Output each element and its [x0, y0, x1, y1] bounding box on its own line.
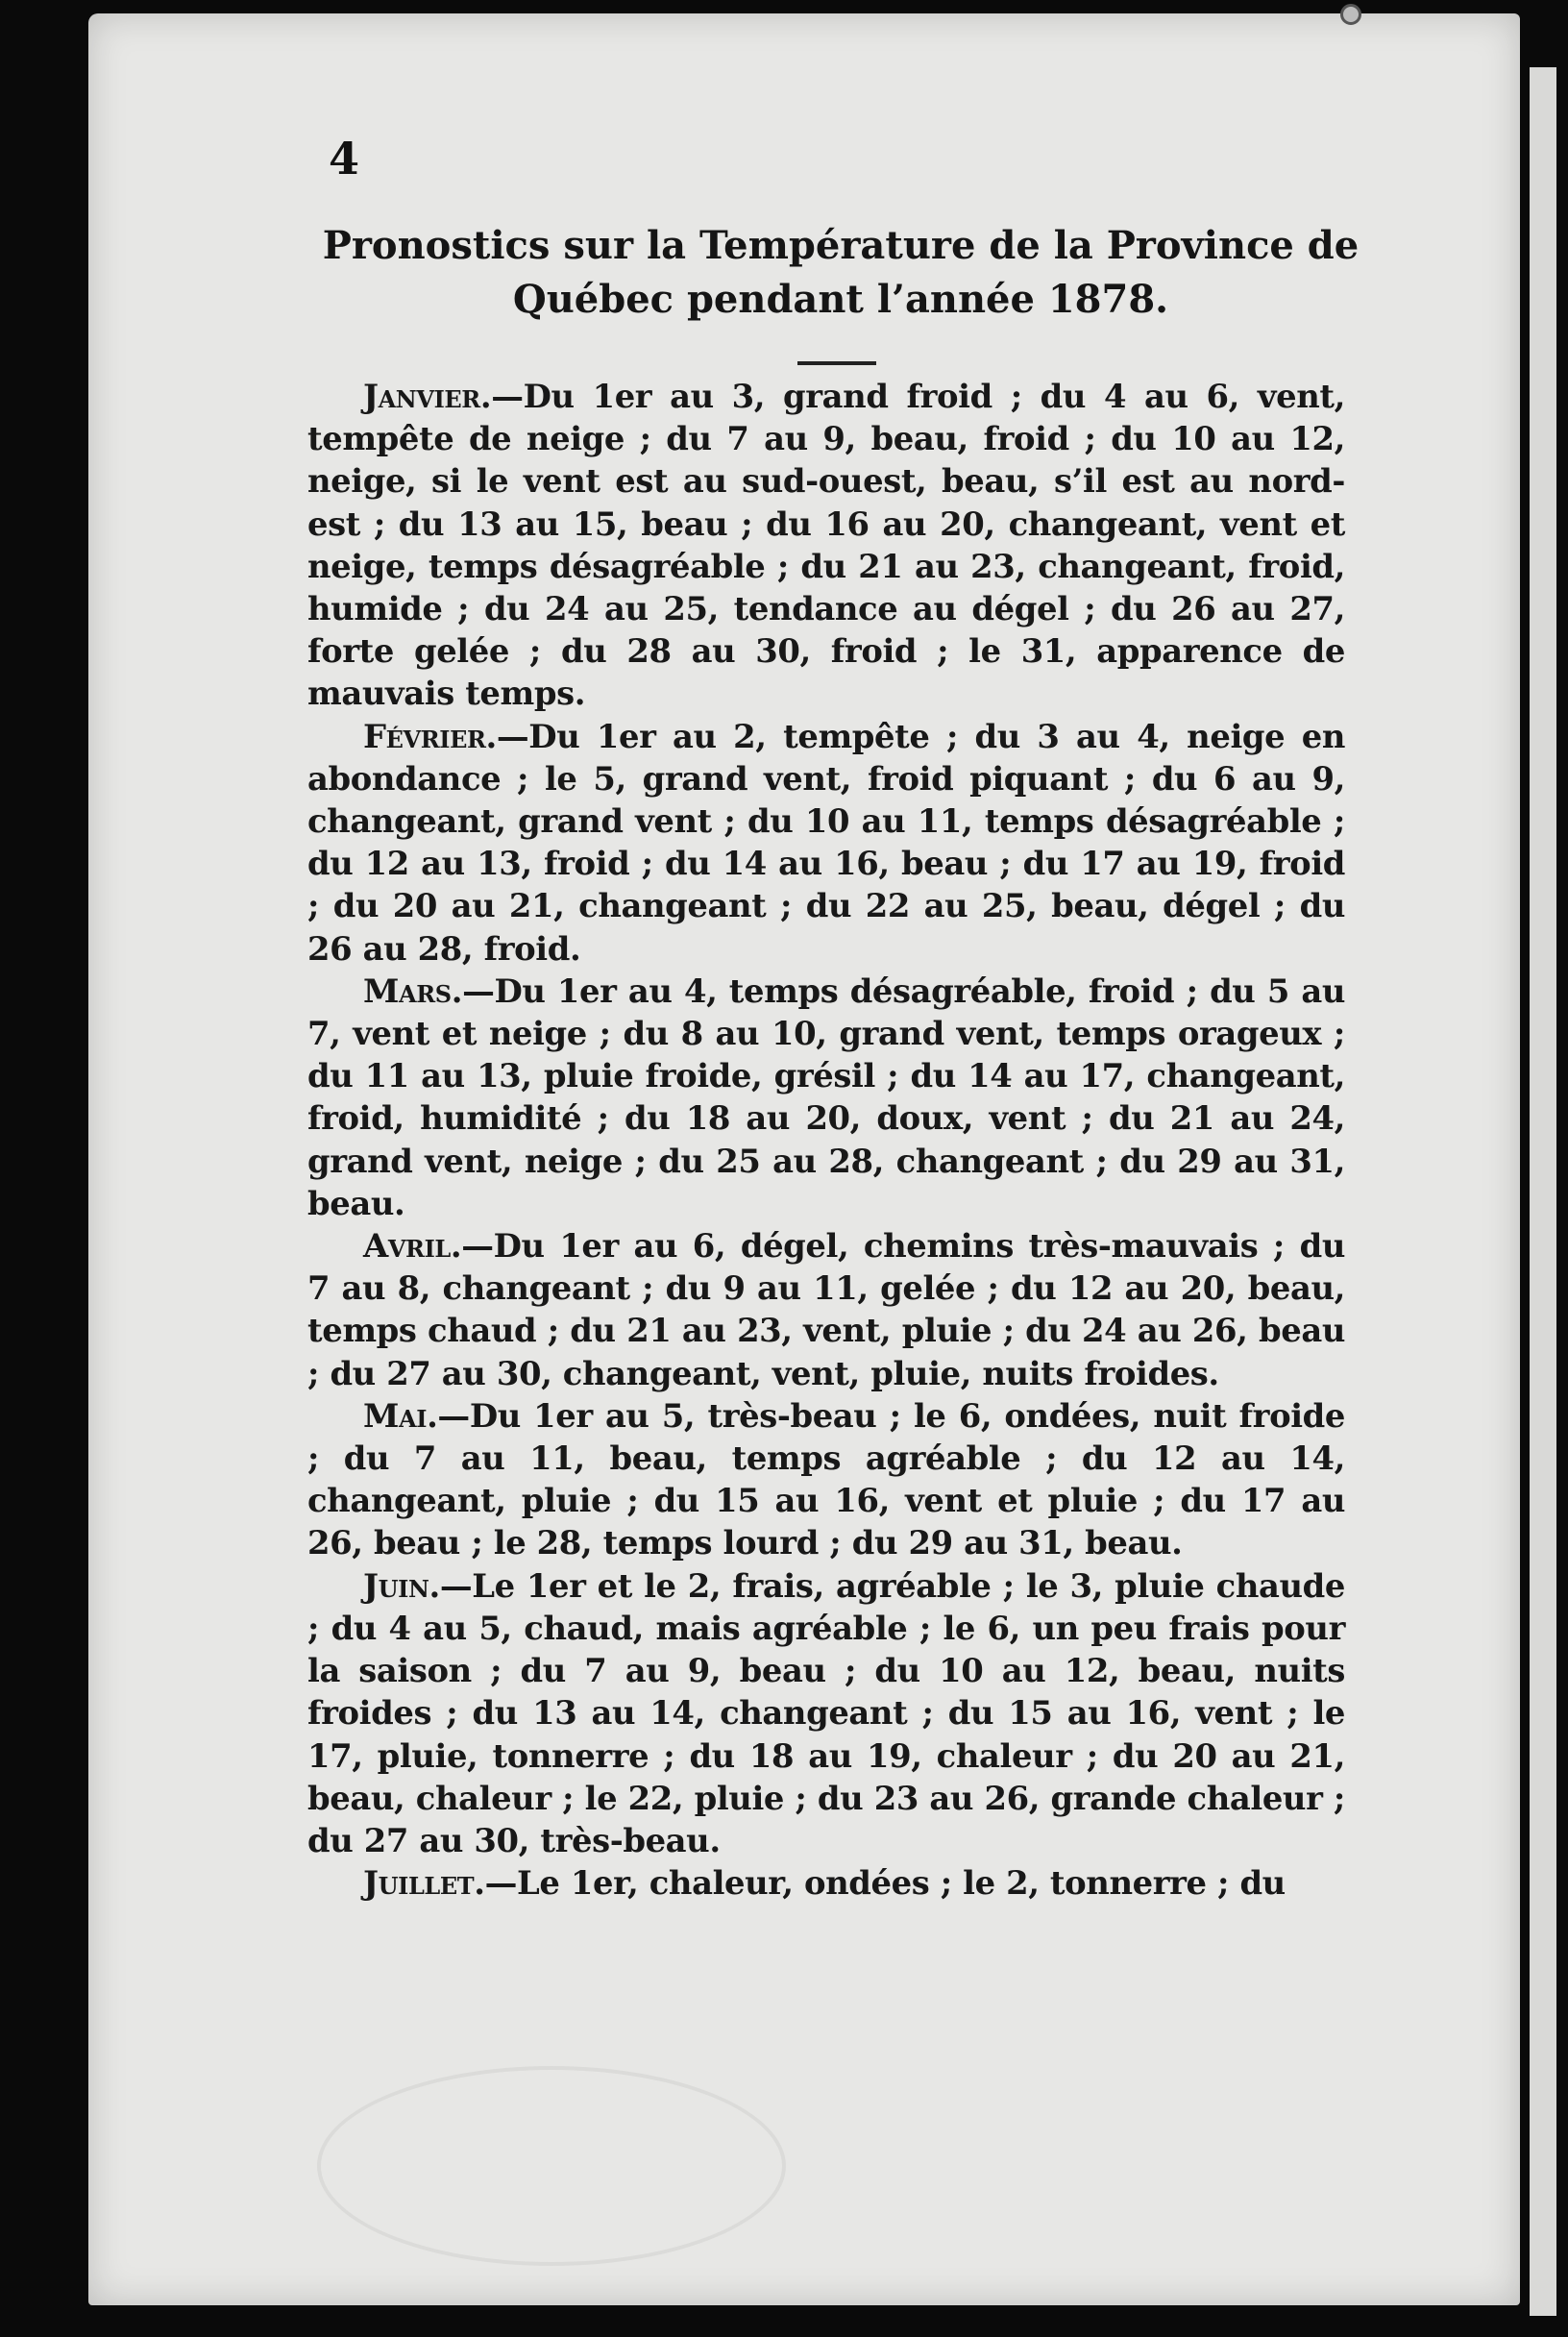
- month-name: Juillet: [363, 1863, 475, 1903]
- month-name: Janvier: [363, 377, 480, 415]
- title-divider: [797, 361, 876, 365]
- month-forecast: .—Le 1er et le 2, frais, agréable ; le 3, pluie chaude ; du 4 au 5, chaud, mais agréable ; le 6, un peu frais pour la saison ; du 7 au 9, beau ; du 10 au 12, beau, nuits froides ; du 13 au 14, changeant ; du 15 au 16, vent ; le 17, pluie, tonnerre ; du 18 au 19, chaleur ; du 20 au 21, beau, chaleur ; le 22, pluie ; du 23 au 26, grande chaleur ; du 27 au 30, très-beau.: [307, 1565, 1345, 1859]
- month-paragraph-mars: [307, 970, 1345, 1224]
- month-name: Juin: [363, 1565, 429, 1605]
- month-forecast: .—Du 1er au 2, tempête ; du 3 au 4, neige en abondance ; le 5, grand vent, froid piquant ; du 6 au 9, changeant, grand vent ; du 10 au 11, temps désagréable ; du 12 au 13, froid ; du 14 au 16, beau ; du 17 au 19, froid ; du 20 au 21, changeant ; du 22 au 25, beau, dégel ; du 26 au 28, froid.: [307, 716, 1345, 968]
- month-forecast: .—Du 1er au 3, grand froid ; du 4 au 6, vent, tempête de neige ; du 7 au 9, beau, froid ; du 10 au 12, neige, si le vent est au sud-ouest, beau, s’il est au nord-est ; du 13 au 15, beau ; du 16 au 20, changeant, vent et neige, temps désagréable ; du 21 au 23, changeant, froid, humide ; du 24 au 25, tendance au dégel ; du 26 au 27, forte gelée ; du 28 au 30, froid ; le 31, apparence de mauvais temps.: [307, 377, 1345, 713]
- month-paragraph-juillet: [307, 1861, 1345, 1904]
- month-name: Février: [363, 716, 486, 755]
- month-name: Mai: [363, 1395, 428, 1435]
- adjacent-page-edge: [1530, 67, 1556, 2316]
- faded-library-stamp: [317, 2066, 786, 2266]
- month-forecast: .—Du 1er au 6, dégel, chemins très-mauvais ; du 7 au 8, changeant ; du 9 au 11, gelée ; du 12 au 20, beau, temps chaud ; du 21 au 23, vent, pluie ; du 24 au 26, beau ; du 27 au 30, changeant, vent, pluie, nuits froides.: [307, 1226, 1345, 1392]
- month-paragraph-janvier: [307, 375, 1345, 715]
- page-number: 4: [329, 133, 360, 184]
- month-paragraph-fevrier: [307, 715, 1345, 970]
- scan-marker-icon: [1340, 4, 1361, 25]
- month-name: Mars: [363, 971, 452, 1010]
- month-name: Avril: [363, 1226, 451, 1266]
- month-forecast: .—Le 1er, chaleur, ondées ; le 2, tonnerre ; du: [474, 1863, 1286, 1903]
- page-title: Pronostics sur la Température de la Province de Québec pendant l’année 1878.: [322, 223, 1360, 322]
- month-forecast: .—Du 1er au 4, temps désagréable, froid ; du 5 au 7, vent et neige ; du 8 au 10, grand vent, temps orageux ; du 11 au 13, pluie froide, grésil ; du 14 au 17, changeant, froid, humidité ; du 18 au 20, doux, vent ; du 21 au 24, grand vent, neige ; du 25 au 28, changeant ; du 29 au 31, beau.: [307, 971, 1345, 1222]
- month-paragraph-juin: [307, 1564, 1345, 1861]
- month-paragraph-mai: [307, 1394, 1345, 1564]
- month-forecast: .—Du 1er au 5, très-beau ; le 6, ondées, nuit froide ; du 7 au 11, beau, temps agréable ; du 12 au 14, changeant, pluie ; du 15 au 16, vent et pluie ; du 17 au 26, beau ; le 28, temps lourd ; du 29 au 31, beau.: [307, 1395, 1345, 1562]
- forecast-body: [307, 375, 1345, 1904]
- month-paragraph-avril: [307, 1224, 1345, 1394]
